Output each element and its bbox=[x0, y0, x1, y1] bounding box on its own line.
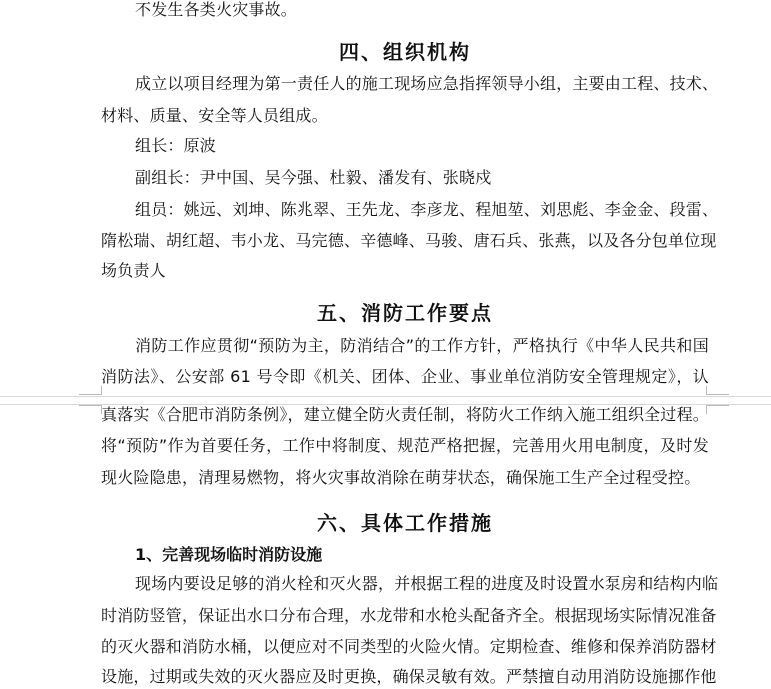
members-line: 隋松瑞、胡红超、韦小龙、马完德、辛德峰、马骏、唐石兵、张燕，以及各分包单位现 bbox=[101, 231, 717, 250]
margin-marker bbox=[706, 405, 729, 414]
paragraph-line: 材料、质量、安全等人员组成。 bbox=[101, 106, 328, 125]
members-line: 场负责人 bbox=[101, 261, 166, 280]
paragraph-line: 不发生各类火灾事故。 bbox=[135, 0, 298, 19]
section-heading-measures: 六、具体工作措施 bbox=[317, 511, 493, 535]
paragraph-line: 设施，过期或失效的灭火器应及时更换，确保灵敏有效。严禁擅自动用消防设施挪作他 bbox=[101, 667, 717, 686]
paragraph-line: 消防工作应贯彻“预防为主，防消结合”的工作方针，严格执行《中华人民共和国 bbox=[135, 336, 709, 355]
paragraph-line: 真落实《合肥市消防条例》，建立健全防火责任制，将防火工作纳入施工组织全过程。 bbox=[101, 405, 709, 424]
paragraph-line: 将“预防”作为首要任务，工作中将制度、规范严格把握，完善用火用电制度，及时发 bbox=[101, 436, 709, 455]
paragraph-line: 成立以项目经理为第一责任人的施工现场应急指挥领导小组，主要由工程、技术、 bbox=[135, 74, 719, 93]
paragraph-line: 现场内要设足够的消火栓和灭火器，并根据工程的进度及时设置水泵房和结构内临 bbox=[135, 574, 719, 593]
group-leader: 组长：原波 bbox=[135, 136, 217, 155]
margin-marker bbox=[79, 386, 102, 395]
members-line: 组员：姚远、刘坤、陈兆翠、王先龙、李彦龙、程旭堃、刘思彪、李金金、段雷、 bbox=[135, 200, 719, 219]
margin-marker bbox=[706, 386, 729, 395]
paragraph-line: 的灭火器和消防水桶，以便应对不同类型的火险火情。定期检查、维修和保养消防器材 bbox=[101, 637, 717, 656]
deputy-leaders: 副组长：尹中国、吴今强、杜毅、潘发有、张晓戍 bbox=[135, 168, 492, 187]
section-heading-fire-key-points: 五、消防工作要点 bbox=[317, 301, 493, 325]
subsection-heading: 1、完善现场临时消防设施 bbox=[135, 545, 323, 564]
paragraph-line: 消防法》、公安部 61 号令即《机关、团体、企业、事业单位消防安全管理规定》，认 bbox=[101, 367, 709, 386]
page-break bbox=[0, 396, 771, 405]
paragraph-line: 时消防竖管，保证出水口分布合理，水龙带和水枪头配备齐全。根据现场实际情况准备 bbox=[101, 606, 717, 625]
section-heading-organization: 四、组织机构 bbox=[339, 40, 471, 64]
margin-marker bbox=[79, 405, 102, 414]
paragraph-line: 现火险隐患，清理易燃物，将火灾事故消除在萌芽状态，确保施工生产全过程受控。 bbox=[101, 468, 701, 487]
